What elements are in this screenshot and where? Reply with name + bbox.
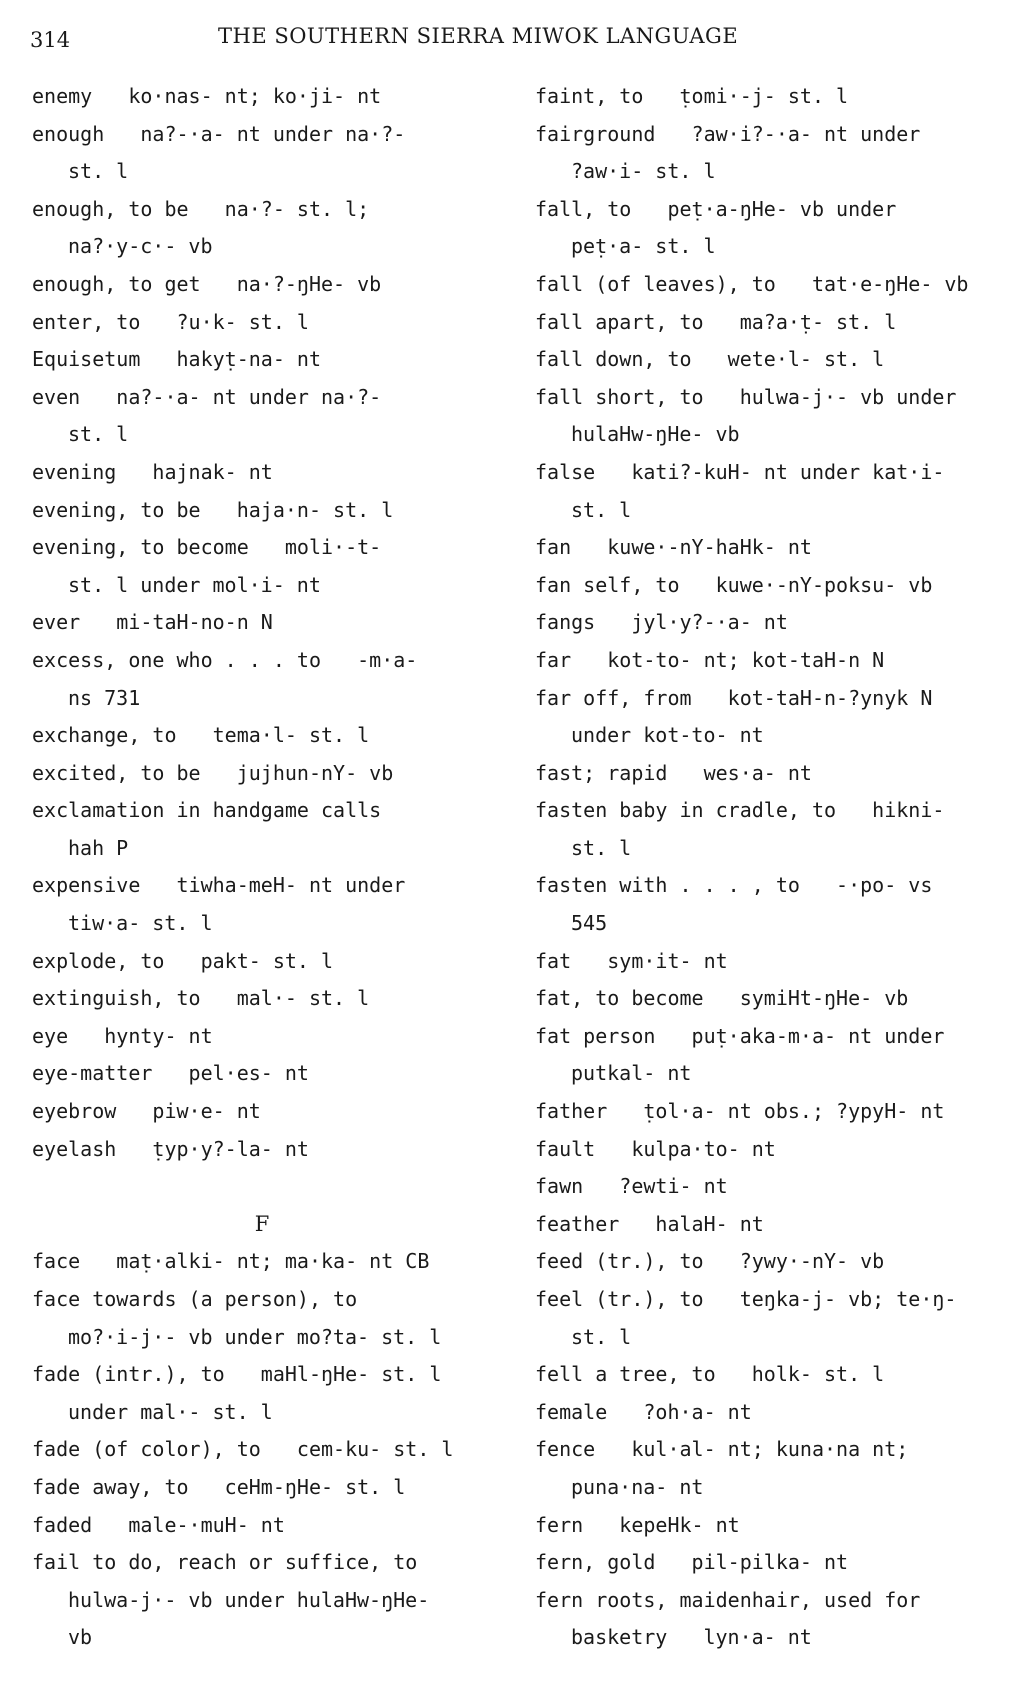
dictionary-entry: [32, 604, 492, 642]
entry-line: fast; rapid wes·a- nt: [535, 760, 812, 785]
dictionary-entry: [535, 1544, 1003, 1582]
dictionary-entry: [32, 1431, 492, 1469]
entry-line: feather halaH- nt: [535, 1211, 764, 1236]
entry-line: fern kepeHk- nt: [535, 1512, 740, 1537]
dictionary-entry: [535, 1582, 1003, 1657]
left-column: [32, 78, 492, 1657]
dictionary-entry: [535, 1093, 1003, 1131]
dictionary-entry: [32, 1243, 492, 1281]
entry-line: fail to do, reach or suffice, to: [32, 1550, 418, 1575]
entry-line: enough, to be na·?- st. l;: [32, 196, 370, 221]
entry-line: fasten with . . . , to -·po- vs: [535, 873, 933, 898]
entry-continuation-line: st. l: [571, 1324, 632, 1349]
entry-line: false kati?-kuH- nt under kat·i-: [535, 459, 945, 484]
entry-continuation-line: na?·y-c·- vb: [68, 234, 213, 259]
entry-line: eye hynty- nt: [32, 1023, 213, 1048]
running-title: THE SOUTHERN SIERRA MIWOK LANGUAGE: [218, 24, 739, 48]
dictionary-entry: [32, 116, 492, 191]
dictionary-entry: [535, 379, 1003, 454]
entry-line: fall (of leaves), to tat·e-ŋHe- vb: [535, 271, 969, 296]
dictionary-entry: [535, 454, 1003, 529]
entry-line: fade away, to ceHm-ŋHe- st. l: [32, 1474, 406, 1499]
page-number: 314: [30, 28, 71, 52]
entry-continuation-line: mo?·i-j·- vb under mo?ta- st. l: [68, 1324, 442, 1349]
entry-line: enough na?-·a- nt under na·?-: [32, 121, 406, 146]
dictionary-entry: [535, 529, 1003, 567]
dictionary-entry: [32, 755, 492, 793]
dictionary-entry: [535, 943, 1003, 981]
dictionary-entry: [32, 1131, 492, 1169]
entry-line: fan kuwe·-nY-haHk- nt: [535, 535, 812, 560]
entry-line: eyelash ṭyp·y?-la- nt: [32, 1136, 309, 1161]
entry-line: fault kulpa·to- nt: [535, 1136, 776, 1161]
dictionary-entry: [32, 529, 492, 604]
entry-line: even na?-·a- nt under na·?-: [32, 384, 382, 409]
dictionary-entry: [32, 454, 492, 492]
entry-continuation-line: puna·na- nt: [571, 1474, 704, 1499]
entry-continuation-line: st. l: [68, 422, 129, 447]
entry-continuation-line: st. l: [68, 159, 129, 184]
entry-line: fern, gold pil-pilka- nt: [535, 1550, 849, 1575]
entry-line: female ?oh·a- nt: [535, 1399, 752, 1424]
dictionary-entry: [32, 980, 492, 1018]
dictionary-entry: [535, 1431, 1003, 1506]
dictionary-entry: [535, 1243, 1003, 1281]
entry-continuation-line: under kot-to- nt: [571, 723, 764, 748]
entry-continuation-line: peṭ·a- st. l: [571, 234, 716, 259]
entry-continuation-line: ?aw·i- st. l: [571, 159, 716, 184]
entry-line: extinguish, to mal·- st. l: [32, 986, 370, 1011]
entry-line: fall apart, to ma?a·ṭ- st. l: [535, 309, 897, 334]
entry-line: far kot-to- nt; kot-taH-n N: [535, 647, 885, 672]
entry-line: enough, to get na·?-ŋHe- vb: [32, 271, 382, 296]
dictionary-entry: [32, 191, 492, 266]
entry-line: fairground ?aw·i?-·a- nt under: [535, 121, 921, 146]
entry-line: Equisetum hakyṭ-na- nt: [32, 347, 321, 372]
entry-line: enter, to ?u·k- st. l: [32, 309, 309, 334]
dictionary-entry: [32, 1469, 492, 1507]
dictionary-entry: [32, 1507, 492, 1545]
dictionary-entry: [535, 1281, 1003, 1356]
entry-line: explode, to pakt- st. l: [32, 948, 334, 973]
dictionary-entry: [535, 1168, 1003, 1206]
entry-line: fell a tree, to holk- st. l: [535, 1362, 885, 1387]
entry-continuation-line: under mal·- st. l: [68, 1399, 273, 1424]
entry-line: enemy ko·nas- nt; ko·ji- nt: [32, 84, 382, 108]
entry-line: faded male-·muH- nt: [32, 1512, 285, 1537]
dictionary-entry: [32, 1544, 492, 1657]
dictionary-entry: [535, 680, 1003, 755]
entry-line: evening, to be haja·n- st. l: [32, 497, 394, 522]
entry-continuation-line: st. l: [571, 835, 632, 860]
dictionary-entry: [535, 792, 1003, 867]
entry-line: fall short, to hulwa-j·- vb under: [535, 384, 957, 409]
dictionary-entry: [32, 792, 492, 867]
entry-line: feed (tr.), to ?ywy·-nY- vb: [535, 1249, 885, 1274]
dictionary-entry: [32, 341, 492, 379]
dictionary-entry: [32, 867, 492, 942]
section-letter: F: [254, 1212, 270, 1237]
dictionary-entry: [535, 1206, 1003, 1244]
entry-line: fat person puṭ·aka-m·a- nt under: [535, 1023, 945, 1048]
entry-line: ever mi-taH-no-n N: [32, 610, 273, 635]
dictionary-entry: [535, 341, 1003, 379]
dictionary-entry: [535, 604, 1003, 642]
right-column: [535, 78, 1003, 1657]
entry-line: faint, to ṭomi·-j- st. l: [535, 84, 849, 108]
entry-line: exclamation in handgame calls: [32, 798, 382, 823]
dictionary-entry: [32, 642, 492, 717]
dictionary-entry: [32, 1093, 492, 1131]
entry-continuation-line: hulwa-j·- vb under hulaHw-ŋHe-: [68, 1587, 430, 1612]
dictionary-entry: [535, 1131, 1003, 1169]
dictionary-entry: [32, 943, 492, 981]
entry-line: fangs jyl·y?-·a- nt: [535, 610, 788, 635]
entry-line: evening, to become moli·-t-: [32, 535, 382, 560]
entry-line: fade (intr.), to maHl-ŋHe- st. l: [32, 1362, 442, 1387]
entry-line: exchange, to tema·l- st. l: [32, 723, 370, 748]
entry-line: fat, to become symiHt-ŋHe- vb: [535, 986, 909, 1011]
dictionary-entry: [32, 492, 492, 530]
entry-line: eye-matter pel·es- nt: [32, 1061, 309, 1086]
entry-continuation-line: hah P: [68, 835, 129, 860]
dictionary-entry: [535, 266, 1003, 304]
entry-continuation-line: basketry lyn·a- nt: [571, 1625, 812, 1650]
entry-line: fern roots, maidenhair, used for: [535, 1587, 921, 1612]
dictionary-entry: [535, 1507, 1003, 1545]
entry-line: fence kul·al- nt; kuna·na nt;: [535, 1437, 909, 1462]
entry-line: fall down, to wete·l- st. l: [535, 347, 885, 372]
entry-line: face towards (a person), to: [32, 1287, 358, 1311]
dictionary-entry: [32, 266, 492, 304]
entry-continuation-line: vb: [68, 1625, 93, 1650]
entry-line: feel (tr.), to teŋka-j- vb; te·ŋ-: [535, 1287, 957, 1311]
dictionary-entry: [32, 304, 492, 342]
dictionary-entry: [32, 379, 492, 454]
dictionary-entry: [535, 116, 1003, 191]
entry-continuation-line: hulaHw-ŋHe- vb: [571, 422, 740, 447]
entry-line: expensive tiwha-meH- nt under: [32, 873, 406, 898]
dictionary-entry: [535, 567, 1003, 605]
entry-line: excess, one who . . . to -m·a-: [32, 647, 418, 672]
dictionary-entry: [535, 304, 1003, 342]
entry-line: fan self, to kuwe·-nY-poksu- vb: [535, 572, 933, 597]
entry-line: excited, to be jujhun-nY- vb: [32, 760, 394, 785]
dictionary-entry: [32, 717, 492, 755]
dictionary-entry: [535, 755, 1003, 793]
dictionary-entry: [535, 642, 1003, 680]
entry-line: fat sym·it- nt: [535, 948, 728, 973]
dictionary-entry: [32, 1018, 492, 1056]
dictionary-entry: [535, 1356, 1003, 1394]
entry-line: eyebrow piw·e- nt: [32, 1099, 261, 1124]
entry-line: evening hajnak- nt: [32, 459, 273, 484]
dictionary-entry: [32, 1356, 492, 1431]
entry-line: fade (of color), to cem-ku- st. l: [32, 1437, 454, 1462]
entry-continuation-line: ns 731: [68, 685, 141, 710]
entry-continuation-line: st. l under mol·i- nt: [68, 572, 321, 597]
dictionary-entry: [535, 1394, 1003, 1432]
entry-line: far off, from kot-taH-n-?ynyk N: [535, 685, 933, 710]
dictionary-entry: [535, 191, 1003, 266]
dictionary-entry: [535, 1018, 1003, 1093]
entry-continuation-line: 545: [571, 911, 608, 936]
dictionary-entry: [32, 1281, 492, 1356]
entry-line: fasten baby in cradle, to hikni-: [535, 798, 945, 823]
dictionary-entry: [535, 980, 1003, 1018]
entry-line: fall, to peṭ·a-ŋHe- vb under: [535, 196, 897, 221]
dictionary-entry: [32, 1055, 492, 1093]
entry-continuation-line: st. l: [571, 497, 632, 522]
dictionary-entry: [535, 867, 1003, 942]
entry-continuation-line: tiw·a- st. l: [68, 911, 213, 936]
entry-line: father ṭol·a- nt obs.; ?ypyH- nt: [535, 1099, 945, 1124]
dictionary-entry: [535, 78, 1003, 116]
entry-line: face maṭ·alki- nt; ma·ka- nt CB: [32, 1249, 430, 1274]
entry-continuation-line: putkal- nt: [571, 1061, 692, 1086]
dictionary-entry: [32, 78, 492, 116]
entry-line: fawn ?ewti- nt: [535, 1174, 728, 1199]
